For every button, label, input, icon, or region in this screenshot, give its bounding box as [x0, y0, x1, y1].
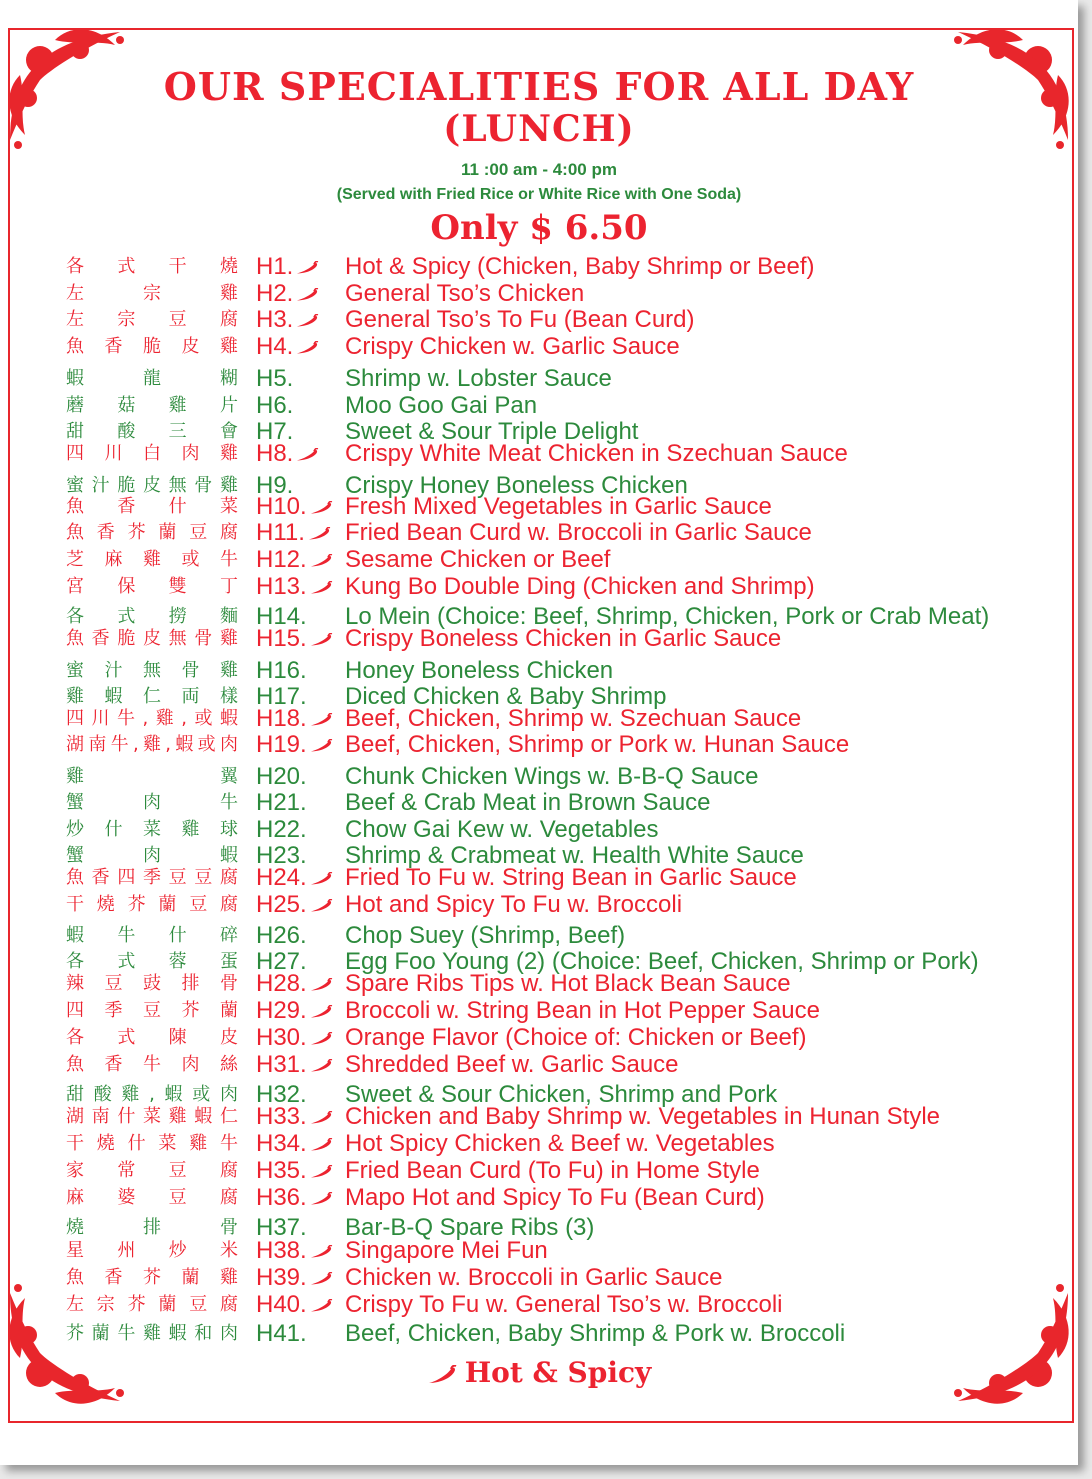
item-code [256, 365, 342, 392]
item-code-label: H29. [256, 997, 307, 1024]
item-name: Sesame Chicken or Beef [345, 546, 611, 573]
item-code-label: H9. [256, 472, 294, 499]
chinese-name: 芥 蘭 牛 雞 蝦 和 肉 [66, 1323, 238, 1344]
menu-item-row [0, 763, 1078, 790]
item-name: Diced Chicken & Baby Shrimp [345, 683, 667, 710]
item-code [256, 1184, 342, 1212]
chinese-name: 魚 香 脆 皮 雞 [66, 336, 238, 357]
chili-pepper-icon [309, 1025, 333, 1052]
item-code-label: H38. [256, 1237, 307, 1264]
item-name: General Tso’s To Fu (Bean Curd) [345, 306, 695, 333]
menu-item-row [0, 1237, 1078, 1264]
chili-pepper-icon [309, 892, 333, 919]
chinese-name: 四 季 豆 芥 蘭 [66, 1000, 238, 1021]
menu-item-row [0, 280, 1078, 307]
chinese-name: 干 燒 芥 蘭 豆 腐 [66, 894, 238, 915]
chinese-name: 蝦 龍 糊 [66, 368, 238, 389]
menu-item-row [0, 864, 1078, 891]
item-code [256, 1024, 342, 1052]
chinese-name: 各 式 陳 皮 [66, 1027, 238, 1048]
item-code-label: H3. [256, 306, 294, 333]
item-code-label: H13. [256, 573, 307, 600]
menu-item-row [0, 922, 1078, 949]
menu-item-row [0, 440, 1078, 467]
chili-pepper-icon [309, 865, 333, 892]
item-code-label: H28. [256, 970, 307, 997]
item-name: Beef, Chicken, Shrimp or Pork w. Hunan Sauce [345, 731, 850, 758]
item-code [256, 519, 342, 547]
item-code [256, 731, 342, 759]
menu-item-row [0, 1157, 1078, 1184]
item-code-label: H1. [256, 253, 294, 280]
item-code-label: H23. [256, 842, 307, 869]
item-name: Chicken w. Broccoli in Garlic Sauce [345, 1264, 723, 1291]
item-code-label: H6. [256, 392, 294, 419]
chinese-name: 左 宗 芥 蘭 豆 腐 [66, 1294, 238, 1315]
item-code [256, 333, 342, 361]
hot-spicy-legend [0, 1356, 1078, 1389]
item-code [256, 891, 342, 919]
menu-subtitle: (LUNCH) [443, 108, 635, 150]
item-code [256, 253, 342, 281]
item-code-label: H31. [256, 1051, 307, 1078]
chili-pepper-icon [309, 1292, 333, 1319]
item-name: Beef, Chicken, Baby Shrimp & Pork w. Broccoli [345, 1320, 846, 1347]
item-name: Sweet & Sour Triple Delight [345, 418, 639, 445]
item-code [256, 546, 342, 574]
item-code [256, 280, 342, 308]
item-code [256, 816, 342, 843]
menu-item-row [0, 573, 1078, 600]
item-code-label: H33. [256, 1103, 307, 1130]
chili-pepper-icon [309, 1185, 333, 1212]
chili-pepper-icon [309, 1104, 333, 1131]
item-code-label: H17. [256, 683, 307, 710]
item-name: Fried To Fu w. String Bean in Garlic Sauce [345, 864, 797, 891]
chinese-name: 甜 酸 三 會 [66, 421, 238, 442]
chinese-name: 四 川 白 肉 雞 [66, 443, 238, 464]
hot-spicy-label: Hot & Spicy [464, 1356, 652, 1389]
item-name: Sweet & Sour Chicken, Shrimp and Pork [345, 1081, 778, 1108]
item-code-label: H27. [256, 948, 307, 975]
item-code [256, 1291, 342, 1319]
item-code [256, 493, 342, 521]
item-code [256, 625, 342, 653]
chili-pepper-icon [309, 1131, 333, 1158]
item-name: Crispy Chicken w. Garlic Sauce [345, 333, 680, 360]
chili-pepper-icon [309, 1052, 333, 1079]
item-name: Singapore Mei Fun [345, 1237, 548, 1264]
item-code-label: H32. [256, 1081, 307, 1108]
chili-pepper-icon [295, 334, 319, 361]
chinese-name: 蝦 牛 什 碎 [66, 925, 238, 946]
item-code-label: H25. [256, 891, 307, 918]
chinese-name: 炒 什 菜 雞 球 [66, 819, 238, 840]
chili-pepper-icon [295, 254, 319, 281]
chinese-name: 魚 香 四 季 豆 豆 腐 [66, 867, 238, 888]
menu-item-row [0, 891, 1078, 918]
chinese-name: 宮 保 雙 丁 [66, 576, 238, 597]
chinese-name: 蟹 肉 牛 [66, 792, 238, 813]
item-name: Kung Bo Double Ding (Chicken and Shrimp) [345, 573, 815, 600]
chinese-name: 魚 香 芥 蘭 豆 腐 [66, 522, 238, 543]
menu-item-row [0, 253, 1078, 280]
item-code-label: H18. [256, 705, 307, 732]
item-code [256, 922, 342, 949]
chinese-name: 四 川 牛 , 雞 , 或 蝦 [66, 708, 238, 729]
item-code [256, 705, 342, 733]
lunch-price: Only $ 6.50 [430, 208, 648, 248]
menu-item-row [0, 1024, 1078, 1051]
item-name: Moo Goo Gai Pan [345, 392, 538, 419]
item-code-label: H2. [256, 280, 294, 307]
item-name: Chunk Chicken Wings w. B-B-Q Sauce [345, 763, 759, 790]
item-name: Shredded Beef w. Garlic Sauce [345, 1051, 679, 1078]
item-code [256, 789, 342, 816]
menu-item-row [0, 1320, 1078, 1347]
item-code-label: H11. [256, 519, 305, 546]
item-code-label: H8. [256, 440, 294, 467]
menu-item-row [0, 1291, 1078, 1318]
menu-item-row [0, 789, 1078, 816]
item-name: Mapo Hot and Spicy To Fu (Bean Curd) [345, 1184, 765, 1211]
chili-pepper-icon [309, 547, 333, 574]
menu-item-row [0, 365, 1078, 392]
item-code-label: H34. [256, 1130, 307, 1157]
item-name: Crispy Boneless Chicken in Garlic Sauce [345, 625, 782, 652]
chili-pepper-icon [309, 1158, 333, 1185]
chinese-name: 干 燒 什 菜 雞 牛 [66, 1133, 238, 1154]
item-name: Beef & Crab Meat in Brown Sauce [345, 789, 711, 816]
chili-pepper-icon [309, 732, 333, 759]
item-code-label: H15. [256, 625, 307, 652]
chinese-name: 辣 豆 豉 排 骨 [66, 973, 238, 994]
menu-item-row [0, 306, 1078, 333]
chinese-name: 燒 排 骨 [66, 1217, 238, 1238]
chinese-name: 左 宗 豆 腐 [66, 309, 238, 330]
item-code [256, 763, 342, 790]
chili-pepper-icon [309, 971, 333, 998]
item-name: Shrimp & Crabmeat w. Health White Sauce [345, 842, 804, 869]
item-name: Chop Suey (Shrimp, Beef) [345, 922, 626, 949]
item-name: Spare Ribs Tips w. Hot Black Bean Sauce [345, 970, 791, 997]
item-code-label: H36. [256, 1184, 307, 1211]
item-name: Shrimp w. Lobster Sauce [345, 365, 612, 392]
item-code-label: H12. [256, 546, 307, 573]
chili-pepper-icon [307, 520, 331, 547]
chili-pepper-icon [427, 1365, 457, 1385]
item-name: Beef, Chicken, Shrimp w. Szechuan Sauce [345, 705, 802, 732]
item-code [256, 1130, 342, 1158]
item-code-label: H14. [256, 603, 307, 630]
menu-item-row [0, 333, 1078, 360]
item-code-label: H4. [256, 333, 294, 360]
item-code-label: H39. [256, 1264, 307, 1291]
item-code [256, 1264, 342, 1292]
menu-item-row [0, 519, 1078, 546]
item-code-label: H16. [256, 657, 307, 684]
item-code [256, 1051, 342, 1079]
chinese-name: 雞 蝦 仁 両 樣 [66, 686, 238, 707]
chinese-name: 魚 香 什 菜 [66, 496, 238, 517]
chinese-name: 蜜 汁 無 骨 雞 [66, 660, 238, 681]
lunch-hours: 11 :00 am - 4:00 pm [461, 160, 617, 179]
item-code-label: H22. [256, 816, 307, 843]
item-name: Fried Bean Curd (To Fu) in Home Style [345, 1157, 760, 1184]
item-code-label: H7. [256, 418, 294, 445]
item-code-label: H30. [256, 1024, 307, 1051]
item-code-label: H10. [256, 493, 307, 520]
item-name: Fresh Mixed Vegetables in Garlic Sauce [345, 493, 772, 520]
chili-pepper-icon [309, 1238, 333, 1265]
menu-item-row [0, 392, 1078, 419]
chinese-name: 魚 香 牛 肉 絲 [66, 1054, 238, 1075]
menu-item-row [0, 705, 1078, 732]
chili-pepper-icon [295, 441, 319, 468]
item-name: Hot and Spicy To Fu w. Broccoli [345, 891, 683, 918]
menu-item-row [0, 493, 1078, 520]
item-name: Bar-B-Q Spare Ribs (3) [345, 1214, 595, 1241]
item-code [256, 1237, 342, 1265]
item-code [256, 1320, 342, 1347]
item-name: Fried Bean Curd w. Broccoli in Garlic Sauce [345, 519, 812, 546]
item-code [256, 970, 342, 998]
item-name: Chow Gai Kew w. Vegetables [345, 816, 659, 843]
item-code-label: H37. [256, 1214, 307, 1241]
menu-item-row [0, 731, 1078, 758]
chinese-name: 蘑 菇 雞 片 [66, 395, 238, 416]
item-name: Hot & Spicy (Chicken, Baby Shrimp or Beef) [345, 253, 815, 280]
menu-item-row [0, 625, 1078, 652]
menu-title: OUR SPECIALITIES FOR ALL DAY [163, 64, 915, 109]
item-name: Crispy White Meat Chicken in Szechuan Sauce [345, 440, 848, 467]
menu-item-row [0, 657, 1078, 684]
item-code [256, 306, 342, 334]
served-with-note: (Served with Fried Rice or White Rice with One Soda) [336, 186, 742, 203]
item-code-label: H20. [256, 763, 307, 790]
item-name: Crispy To Fu w. General Tso’s w. Broccoli [345, 1291, 783, 1318]
chili-pepper-icon [295, 307, 319, 334]
chinese-name: 蟹 肉 蝦 [66, 845, 238, 866]
item-code [256, 864, 342, 892]
item-code [256, 1157, 342, 1185]
chinese-name: 星 州 炒 米 [66, 1240, 238, 1261]
chinese-name: 魚 香 芥 蘭 雞 [66, 1267, 238, 1288]
chinese-name: 家 常 豆 腐 [66, 1160, 238, 1181]
item-code [256, 1103, 342, 1131]
chinese-name: 湖 南 什 菜 雞 蝦 仁 [66, 1106, 238, 1127]
item-name: Orange Flavor (Choice of: Chicken or Beef) [345, 1024, 807, 1051]
chili-pepper-icon [309, 494, 333, 521]
chinese-name: 甜 酸 雞 , 蝦 或 肉 [66, 1084, 238, 1105]
item-code-label: H26. [256, 922, 307, 949]
chili-pepper-icon [309, 998, 333, 1025]
item-code [256, 657, 342, 684]
chinese-name: 左 宗 雞 [66, 283, 238, 304]
item-name: Crispy Honey Boneless Chicken [345, 472, 688, 499]
chinese-name: 雞 翼 [66, 766, 238, 787]
item-code [256, 440, 342, 468]
menu-item-row [0, 1130, 1078, 1157]
chili-pepper-icon [309, 626, 333, 653]
chinese-name: 麻 婆 豆 腐 [66, 1187, 238, 1208]
item-code-label: H35. [256, 1157, 307, 1184]
item-code-label: H24. [256, 864, 307, 891]
menu-item-row [0, 1264, 1078, 1291]
menu-item-row [0, 546, 1078, 573]
menu-item-row [0, 997, 1078, 1024]
chinese-name: 蜜 汁 脆 皮 無 骨 雞 [66, 475, 238, 496]
item-code [256, 997, 342, 1025]
chinese-name: 芝 麻 雞 或 牛 [66, 549, 238, 570]
item-name: Lo Mein (Choice: Beef, Shrimp, Chicken, Pork or Crab Meat) [345, 603, 990, 630]
item-code-label: H40. [256, 1291, 307, 1318]
menu-item-row [0, 816, 1078, 843]
chinese-name: 湖 南 牛 , 雞 , 蝦 或 肉 [66, 734, 238, 755]
menu-item-row [0, 1103, 1078, 1130]
item-code [256, 392, 342, 419]
item-name: General Tso’s Chicken [345, 280, 585, 307]
item-code-label: H41. [256, 1320, 307, 1347]
item-name: Broccoli w. String Bean in Hot Pepper Sauce [345, 997, 820, 1024]
chili-pepper-icon [309, 574, 333, 601]
chinese-name: 魚 香 脆 皮 無 骨 雞 [66, 628, 238, 649]
item-code-label: H19. [256, 731, 307, 758]
chili-pepper-icon [309, 706, 333, 733]
menu-item-row [0, 970, 1078, 997]
item-name: Honey Boneless Chicken [345, 657, 614, 684]
item-code-label: H5. [256, 365, 294, 392]
item-code [256, 573, 342, 601]
chinese-name: 各 式 蓉 蛋 [66, 951, 238, 972]
item-name: Egg Foo Young (2) (Choice: Beef, Chicken, Shrimp or Pork) [345, 948, 979, 975]
item-name: Hot Spicy Chicken & Beef w. Vegetables [345, 1130, 775, 1157]
menu-item-row [0, 1051, 1078, 1078]
chinese-name: 各 式 干 燒 [66, 256, 238, 277]
menu-item-row [0, 1184, 1078, 1211]
chili-pepper-icon [309, 1265, 333, 1292]
item-code-label: H21. [256, 789, 307, 816]
chili-pepper-icon [295, 281, 319, 308]
chinese-name: 各 式 撈 麵 [66, 606, 238, 627]
item-name: Chicken and Baby Shrimp w. Vegetables in Hunan Style [345, 1103, 941, 1130]
